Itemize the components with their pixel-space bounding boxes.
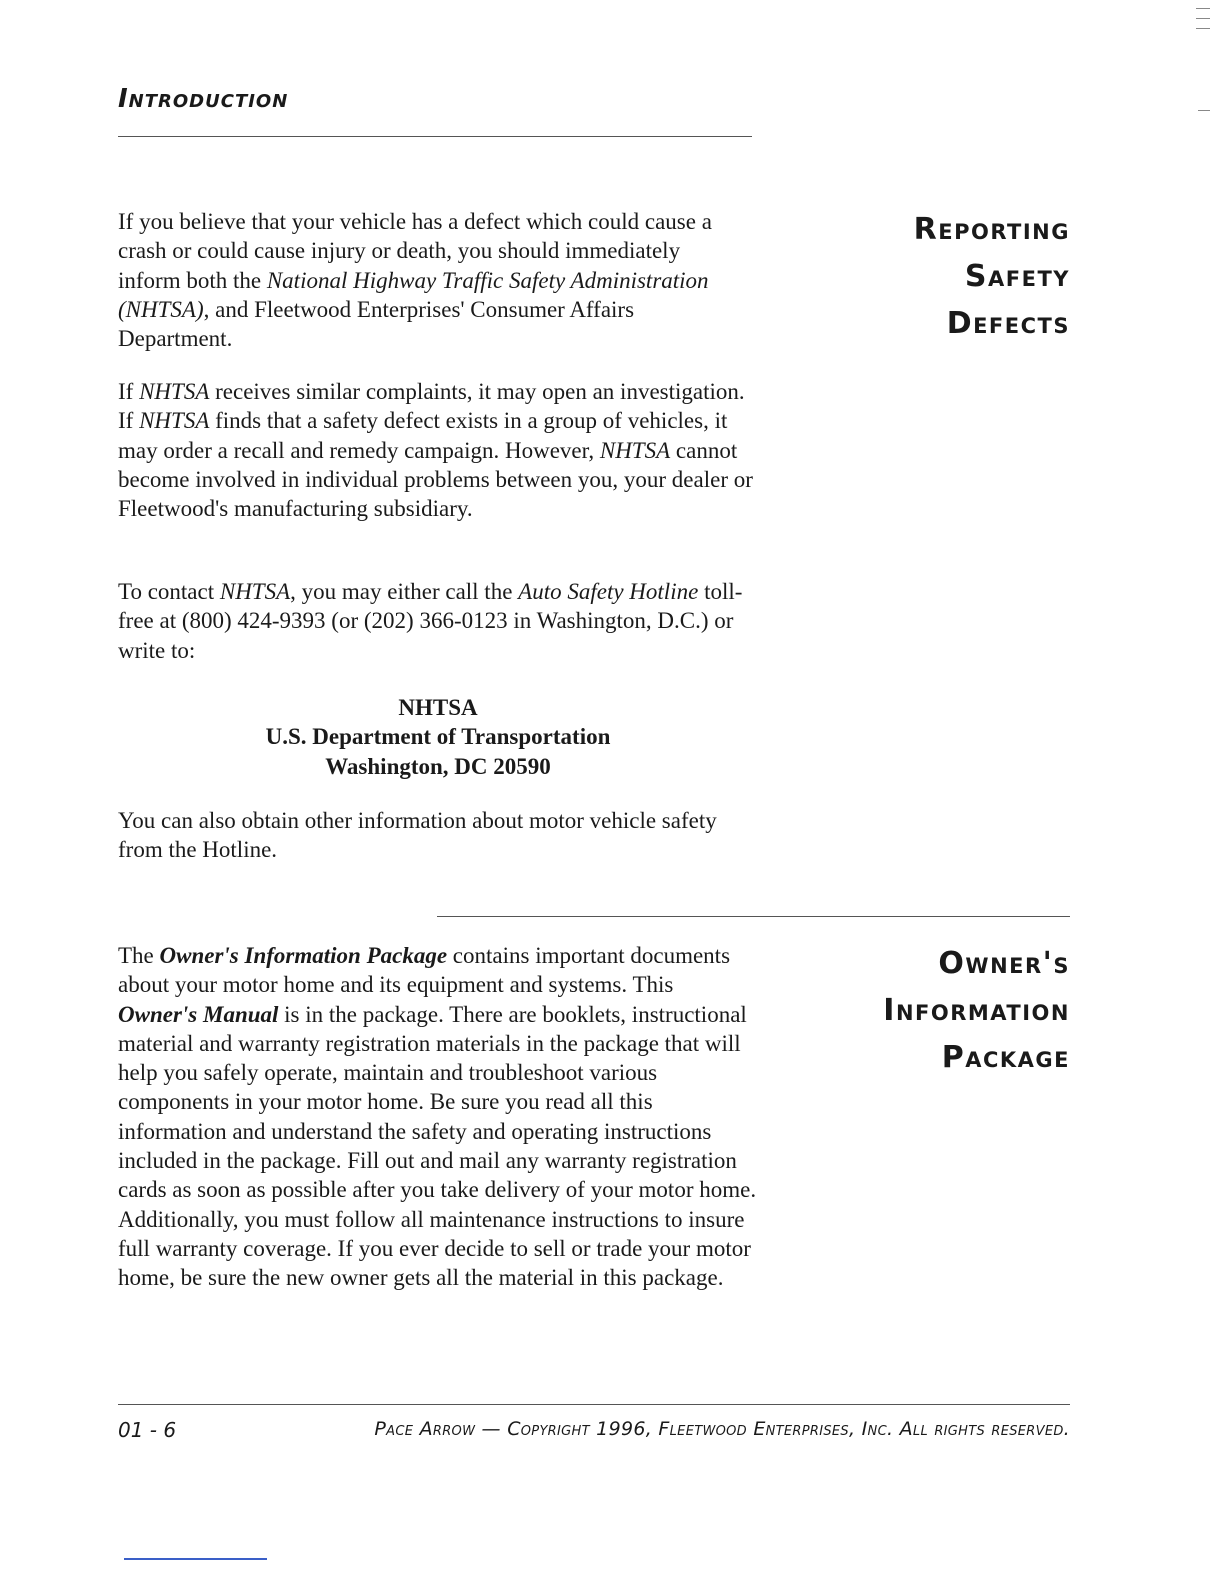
heading-line: Information: [883, 993, 1070, 1028]
reporting-paragraph-3: To contact NHTSA, you may either call the Auto Safety Hotline toll-free at (800) 424-9393 (or (202) 366-0123 in Washington, D.C.) or write to:: [118, 579, 743, 663]
footer-rule: [118, 1404, 1070, 1405]
page-section-title: Introduction: [118, 84, 289, 114]
scan-margin-mark: [1196, 28, 1210, 29]
reporting-safety-defects-heading: [914, 206, 1070, 347]
reporting-paragraph-4: You can also obtain other information about motor vehicle safety from the Hotline.: [118, 808, 717, 863]
header-rule: [118, 136, 752, 137]
scan-underline-mark: [124, 1558, 267, 1560]
scan-margin-mark: [1196, 18, 1210, 19]
section-divider-rule: [437, 916, 1070, 917]
scan-margin-mark: [1198, 110, 1210, 111]
copyright-notice: Pace Arrow — Copyright 1996, Fleetwood Enterprises, Inc. All rights reserved.: [374, 1418, 1070, 1440]
heading-line: Safety: [964, 259, 1070, 294]
scan-margin-mark: [1196, 8, 1210, 9]
heading-line: Reporting: [913, 212, 1070, 247]
owners-information-package-heading: [883, 940, 1070, 1081]
reporting-paragraph-2: If NHTSA receives similar complaints, it may open an investigation. If NHTSA finds that a safety defect exists in a group of vehicles, it may order a recall and remedy campaign. However, NHTSA cannot become involved in individual problems between you, your dealer or Fleetwood's manufacturing subsidiary.: [118, 379, 753, 522]
reporting-paragraph-1: If you believe that your vehicle has a defect which could cause a crash or could cause injury or death, you should immediately inform both the National Highway Traffic Safety Administration (NHTSA), and Fleetwood Enterprises' Consumer Affairs Department.: [118, 209, 712, 352]
heading-line: Owner's: [938, 946, 1070, 981]
address-line: Washington, DC 20590: [325, 753, 551, 779]
address-line: NHTSA: [398, 695, 478, 720]
package-paragraph: The Owner's Information Package contains important documents about your motor home and its equipment and systems. This Owner's Manual is in the package. There are booklets, instructional material and warranty registration materials in the package that will help you safely operate, maintain and troubleshoot various components in your motor home. Be sure you read all this information and understand the safety and operating instructions included in the package. Fill out and mail any warranty registration cards as soon as possible after you take delivery of your motor home. Additionally, you must follow all maintenance instructions to insure full warranty coverage. If you ever decide to sell or trade your motor home, be sure the new owner gets all the material in this package.: [118, 943, 757, 1291]
heading-line: Package: [941, 1040, 1070, 1075]
page-number: 01 - 6: [118, 1418, 177, 1442]
address-line: U.S. Department of Transportation: [265, 724, 611, 750]
nhtsa-mailing-address: [118, 693, 758, 781]
heading-line: Defects: [946, 306, 1070, 341]
